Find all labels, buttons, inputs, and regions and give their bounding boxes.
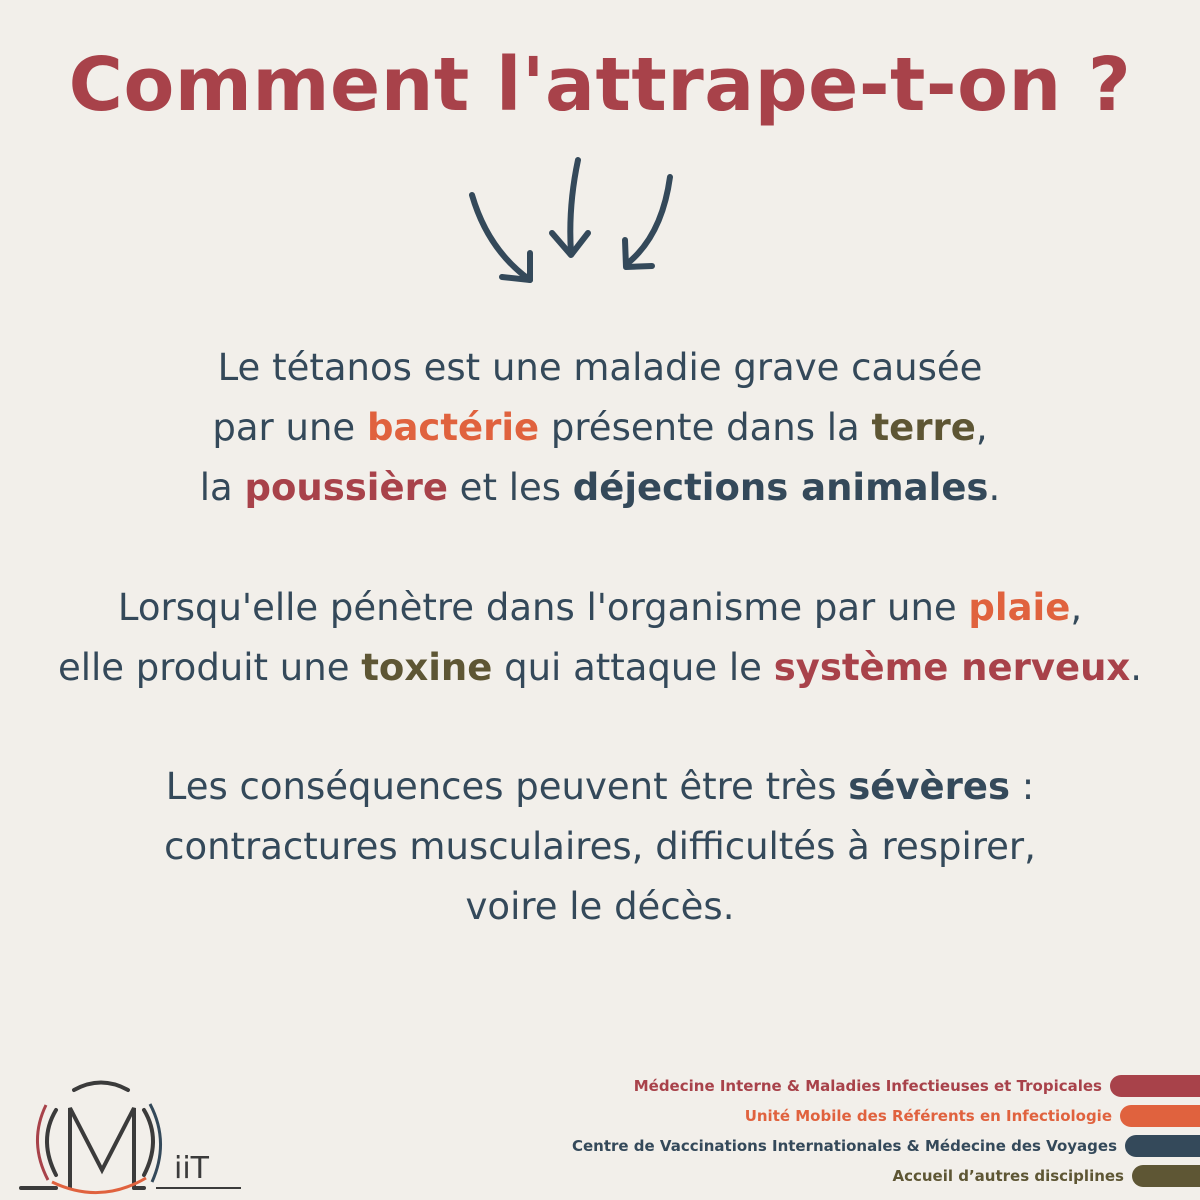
- keyword-dejections: déjections animales: [572, 466, 989, 509]
- p3-l1-text-b: :: [1009, 765, 1035, 808]
- p3-l1-text-a: Les conséquences peuvent être très: [165, 765, 849, 808]
- legend-label: Unité Mobile des Référents en Infectiologie: [744, 1107, 1112, 1125]
- p3-line-2: contractures musculaires, difficultés à respirer,: [164, 825, 1036, 868]
- legend-row-umri: [572, 1103, 1200, 1129]
- p2-l1-text-b: ,: [1070, 586, 1083, 629]
- legend-row-cvi: [572, 1133, 1200, 1159]
- legend-bar: [1120, 1105, 1200, 1127]
- paragraph-cause: [0, 338, 1200, 518]
- paragraph-mechanism: [0, 578, 1200, 698]
- legend-bar: [1132, 1165, 1200, 1187]
- legend-bar: [1125, 1135, 1200, 1157]
- down-arrows-icon: [440, 145, 700, 305]
- p2-l1-text-a: Lorsqu'elle pénètre dans l'organisme par une: [117, 586, 969, 629]
- keyword-systeme-nerveux: système nerveux: [773, 646, 1131, 689]
- p1-line-3: [0, 458, 1200, 518]
- keyword-severes: sévères: [848, 765, 1010, 808]
- page-title: Comment l'attrape-t-on ?: [68, 42, 1132, 128]
- p2-l2-text-b: qui attaque le: [492, 646, 774, 689]
- p1-line-1: Le tétanos est une maladie grave causée: [217, 346, 983, 389]
- p1-l2-text-c: ,: [975, 406, 988, 449]
- logo-text: iiT: [174, 1151, 209, 1186]
- p3-line-3: voire le décès.: [465, 885, 735, 928]
- p3-line-1: [0, 757, 1200, 817]
- p2-l2-text-c: .: [1130, 646, 1143, 689]
- p1-l3-text-c: .: [988, 466, 1001, 509]
- p2-line-1: [0, 578, 1200, 638]
- legend-label: Centre de Vaccinations Internationales & Médecine des Voyages: [571, 1137, 1117, 1155]
- p1-l3-text-b: et les: [447, 466, 573, 509]
- legend-bar: [1110, 1075, 1200, 1097]
- keyword-poussiere: poussière: [244, 466, 448, 509]
- legend-label: Accueil d’autres disciplines: [892, 1167, 1124, 1185]
- legend-row-autres: [572, 1163, 1200, 1189]
- legend-row-mimit: [572, 1073, 1200, 1099]
- keyword-bacterie: bactérie: [366, 406, 540, 449]
- p1-l2-text-a: par une: [212, 406, 367, 449]
- keyword-terre: terre: [871, 406, 976, 449]
- p1-l3-text-a: la: [199, 466, 245, 509]
- p1-line-2: [0, 398, 1200, 458]
- paragraph-consequences: [0, 757, 1200, 937]
- keyword-plaie: plaie: [968, 586, 1071, 629]
- miit-logo: [16, 1070, 246, 1195]
- legend-label: Médecine Interne & Maladies Infectieuses et Tropicales: [633, 1077, 1102, 1095]
- p1-l2-text-b: présente dans la: [539, 406, 872, 449]
- department-legend: [572, 1073, 1200, 1193]
- p2-l2-text-a: elle produit une: [57, 646, 362, 689]
- p2-line-2: [0, 638, 1200, 698]
- keyword-toxine: toxine: [361, 646, 493, 689]
